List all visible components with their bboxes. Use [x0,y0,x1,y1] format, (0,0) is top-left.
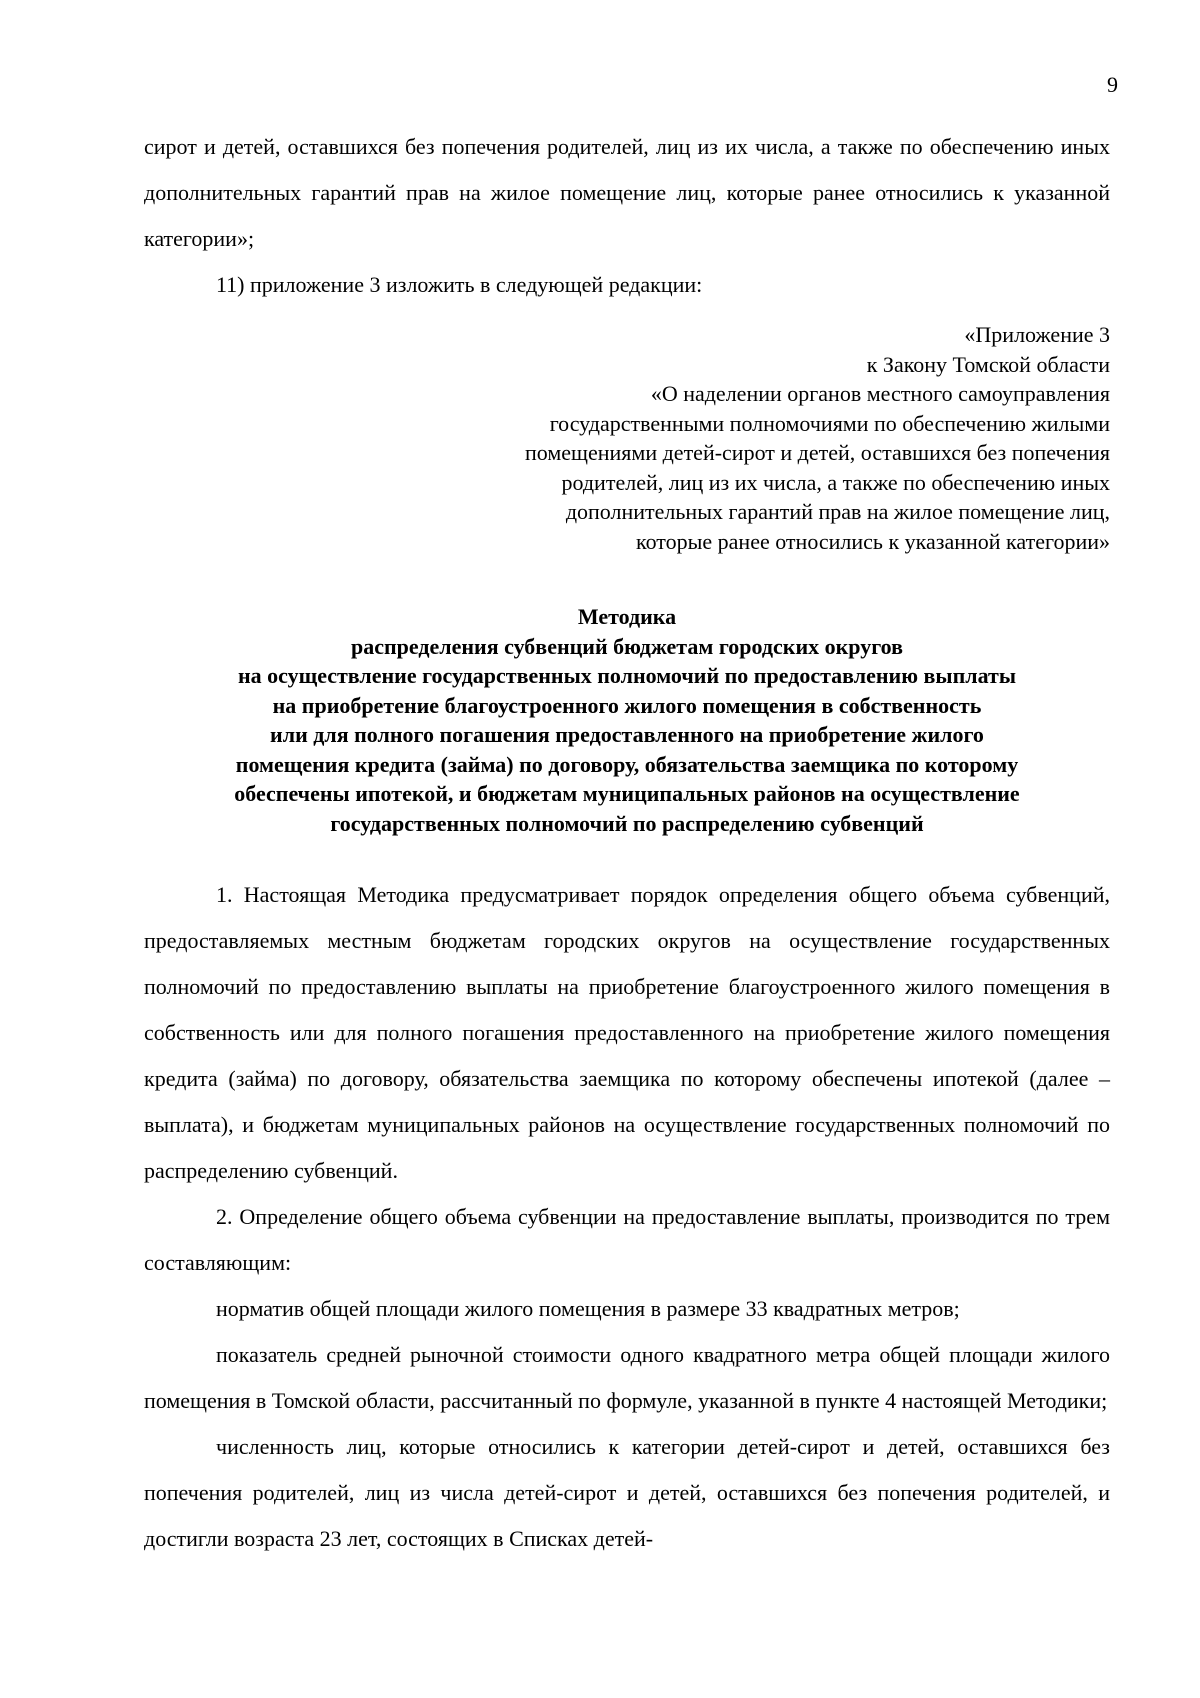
appendix-header-line: родителей, лиц из их числа, а также по обеспечению иных [561,469,1110,495]
body-paragraph: 1. Настоящая Методика предусматривает порядок определения общего объема субвенций, предоставляемых местным бюджетам городских округов на осуществление государственных полномочий по предоставлению выплаты на приобретение благоустроенного жилого помещения в собственность или для полного погашения предоставленного на приобретение жилого помещения кредита (займа) по договору, обязательства заемщика по которому обеспечены ипотекой (далее – выплата), и бюджетам муниципальных районов на осуществление государственных полномочий по распределению субвенций. [144,882,1110,1183]
appendix-header-line: государственными полномочиями по обеспечению жилыми [549,410,1110,436]
appendix-header-line: «Приложение 3 [964,322,1110,347]
title-line: Методика [577,604,677,629]
document-content [144,124,1110,1562]
amendment-item: 11) приложение 3 изложить в следующей редакции: [216,272,703,297]
appendix-header-line: к Закону Томской области [866,351,1110,377]
body-paragraph: показатель средней рыночной стоимости одного квадратного метра общей площади жилого помещения в Томской области, рассчитанный по формуле, указанной в пункте 4 настоящей Методики; [144,1342,1110,1413]
body-paragraph: 2. Определение общего объема субвенции на предоставление выплаты, производится по трем составляющим: [144,1204,1110,1275]
appendix-header-line: «О наделении органов местного самоуправления [650,381,1110,406]
document-title [144,602,1110,838]
title-line: на приобретение благоустроенного жилого помещения в собственность [272,692,982,718]
continuation-paragraph: сирот и детей, оставшихся без попечения родителей, лиц из их числа, а также по обеспечению иных дополнительных гарантий прав на жилое помещение лиц, которые ранее относились к указанной категории»; [144,134,1110,251]
page-number: 9 [1107,72,1118,97]
body-paragraph: норматив общей площади жилого помещения в размере 33 квадратных метров; [216,1296,960,1321]
body-text [144,872,1110,1562]
title-line: помещения кредита (займа) по договору, обязательства заемщика по которому [235,751,1019,777]
appendix-header [144,320,1110,556]
appendix-header-line: помещениями детей-сирот и детей, оставшихся без попечения [525,440,1110,465]
body-paragraph: численность лиц, которые относились к категории детей-сирот и детей, оставшихся без попечения родителей, лиц из числа детей-сирот и детей, оставшихся без попечения родителей, и достигли возраста 23 лет, состоящих в Списках детей- [144,1434,1110,1551]
title-line: распределения субвенций бюджетам городских округов [350,633,904,659]
title-line: или для полного погашения предоставленного на приобретение жилого [270,722,984,747]
title-line: обеспечены ипотекой, и бюджетам муниципальных районов на осуществление [234,781,1020,806]
appendix-header-line: которые ранее относились к указанной категории» [636,528,1110,554]
appendix-header-line: дополнительных гарантий прав на жилое помещение лиц, [565,499,1110,524]
title-line: на осуществление государственных полномочий по предоставлению выплаты [237,663,1017,688]
title-line: государственных полномочий по распределению субвенций [330,810,924,836]
